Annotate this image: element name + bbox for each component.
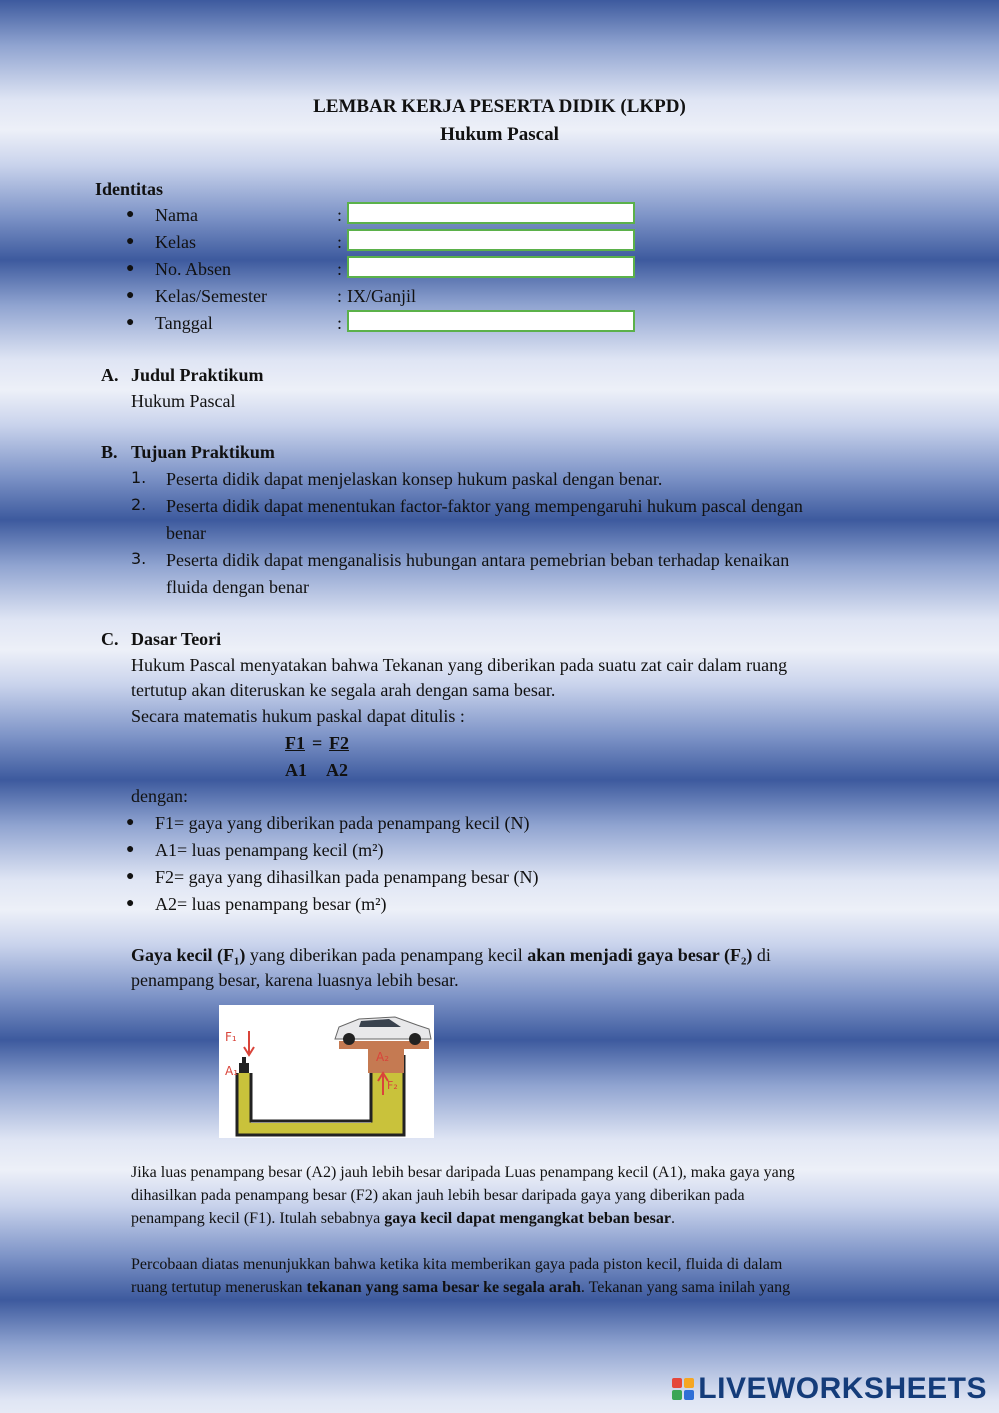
teori-paragraph-line: Hukum Pascal menyatakan bahwa Tekanan yang diberikan pada suatu zat cair dalam ruang: [131, 655, 788, 675]
colon: :: [337, 313, 343, 333]
page-title: LEMBAR KERJA PESERTA DIDIK (LKPD): [313, 96, 686, 117]
item-text-cont: fluida dengan benar: [166, 577, 309, 597]
item-text: Peserta didik dapat menjelaskan konsep hukum paskal dengan benar.: [166, 469, 663, 489]
identitas-label: Nama: [155, 205, 198, 225]
text-run: .: [670, 1210, 675, 1227]
teori-formula-intro: Secara matematis hukum paskal dapat ditulis :: [131, 706, 465, 726]
formula-a2: A2: [326, 760, 348, 780]
bullet: ●: [126, 842, 135, 857]
item-number: 3.: [131, 549, 147, 568]
section-c-heading: Dasar Teori: [131, 629, 222, 649]
diagram-label-f1: F₁: [225, 1030, 237, 1044]
teori-paragraph-line: tertutup akan diteruskan ke segala arah dengan sama besar.: [131, 680, 556, 700]
definition-item: A1= luas penampang kecil (m²): [155, 840, 384, 860]
formula-equals: =: [312, 733, 323, 753]
section-a-heading: Judul Praktikum: [131, 365, 264, 385]
gaya-kecil-bold: Gaya kecil (F₁): [131, 945, 246, 965]
diagram-label-a1: A₁: [225, 1064, 239, 1078]
colon: :: [337, 286, 343, 306]
diagram-label-f2: F₂: [387, 1079, 398, 1092]
bullet: ●: [126, 315, 135, 330]
logo-text: LIVEWORKSHEETS: [698, 1372, 987, 1405]
hydraulic-press-diagram: [219, 1005, 434, 1138]
paragraph-line: Percobaan diatas menunjukkan bahwa ketika kita memberikan gaya pada piston kecil, fluida di dalam: [131, 1256, 783, 1273]
colon: :: [337, 259, 343, 279]
formula-a1: A1: [285, 760, 307, 780]
page-subtitle: Hukum Pascal: [440, 124, 559, 145]
definition-item: F2= gaya yang dihasilkan pada penampang besar (N): [155, 867, 539, 887]
section-b-heading: Tujuan Praktikum: [131, 442, 275, 462]
item-number: 1.: [131, 468, 147, 487]
dengan-label: dengan:: [131, 786, 188, 806]
gaya-paragraph-line: penampang besar, karena luasnya lebih besar.: [131, 970, 459, 990]
formula-f1: F1: [285, 733, 305, 753]
gaya-paragraph-line: [131, 942, 771, 968]
nama-input[interactable]: [347, 202, 635, 224]
colon: :: [337, 232, 343, 252]
definition-item: F1= gaya yang diberikan pada penampang kecil (N): [155, 813, 530, 833]
section-a-letter: A.: [101, 365, 119, 385]
text-run: penampang kecil (F1). Itulah sebabnya: [131, 1210, 385, 1227]
identitas-heading: Identitas: [95, 179, 164, 199]
absen-input[interactable]: [347, 256, 635, 278]
paragraph-line: [131, 1207, 675, 1230]
gaya-text-end: di: [752, 945, 771, 965]
kelas-input[interactable]: [347, 229, 635, 251]
definition-item: A2= luas penampang besar (m²): [155, 894, 387, 914]
paragraph-line: [131, 1276, 790, 1299]
item-text-cont: benar: [166, 523, 206, 543]
bullet: ●: [126, 815, 135, 830]
identitas-label: Tanggal: [155, 313, 213, 333]
logo-grid-icon: [672, 1378, 694, 1400]
text-run-bold: gaya kecil dapat mengangkat beban besar: [384, 1210, 671, 1227]
bullet: ●: [126, 288, 135, 303]
bullet: ●: [126, 207, 135, 222]
item-text: Peserta didik dapat menentukan factor-faktor yang mempengaruhi hukum pascal dengan: [166, 496, 803, 516]
text-run-bold: tekanan yang sama besar ke segala arah: [306, 1279, 581, 1296]
bullet: ●: [126, 869, 135, 884]
item-text: Peserta didik dapat menganalisis hubungan antara pemebrian beban terhadap kenaikan: [166, 550, 790, 570]
paragraph-line: Jika luas penampang besar (A2) jauh lebih besar daripada Luas penampang kecil (A1), maka gaya yang: [131, 1164, 795, 1181]
identitas-label: Kelas: [155, 232, 196, 252]
bullet: ●: [126, 896, 135, 911]
bullet: ●: [126, 234, 135, 249]
gaya-text: yang diberikan pada penampang kecil: [245, 945, 528, 965]
piston-rod: [242, 1057, 246, 1065]
text-run: . Tekanan yang sama inilah yang: [580, 1279, 791, 1296]
identitas-label: Kelas/Semester: [155, 286, 267, 306]
diagram-label-a2: A₂: [376, 1050, 390, 1064]
formula-f2: F2: [329, 733, 349, 753]
section-a-body: Hukum Pascal: [131, 391, 236, 411]
identitas-label: No. Absen: [155, 259, 231, 279]
liveworksheets-logo[interactable]: [672, 1372, 987, 1406]
text-run: ruang tertutup meneruskan: [131, 1279, 307, 1296]
tanggal-input[interactable]: [347, 310, 635, 332]
paragraph-line: dihasilkan pada penampang besar (F2) akan jauh lebih besar daripada gaya yang diberikan pada: [131, 1187, 745, 1204]
semester-value: IX/Ganjil: [347, 286, 416, 306]
colon: :: [337, 205, 343, 225]
item-number: 2.: [131, 495, 147, 514]
section-b-letter: B.: [101, 442, 118, 462]
section-c-letter: C.: [101, 629, 119, 649]
gaya-besar-bold: akan menjadi gaya besar (F₂): [527, 945, 753, 965]
bullet: ●: [126, 261, 135, 276]
